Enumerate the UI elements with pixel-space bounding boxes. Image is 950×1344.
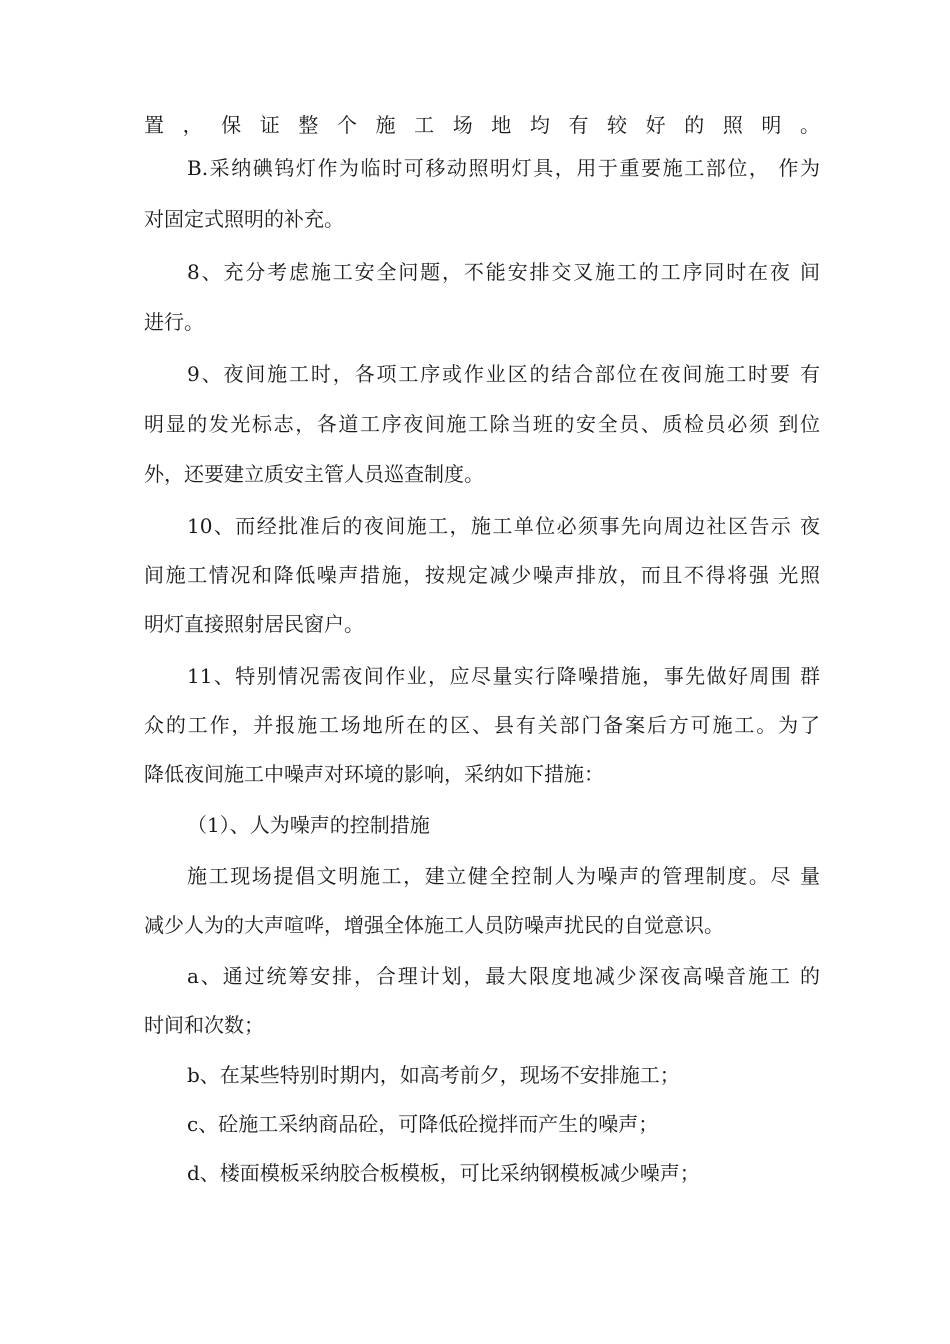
text-line: 施工现场提倡文明施工，建立健全控制人为噪声的管理制度。尽 量 <box>187 864 820 888</box>
text-line: 降低夜间施工中噪声对环境的影响，采纳如下措施： <box>144 762 604 786</box>
text-line: （1）、人为噪声的控制措施 <box>187 813 430 837</box>
text-line: 众的工作，并报施工场地所在的区、县有关部门备案后方可施工。为了 <box>144 713 820 737</box>
text-line: 明显的发光标志，各道工序夜间施工除当班的安全员、质检员必须 到位 <box>144 412 820 436</box>
text-line: 进行。 <box>144 310 204 334</box>
text-line: b、在某些特别时期内，如高考前夕，现场不安排施工； <box>187 1063 680 1087</box>
text-line: a、通过统筹安排，合理计划，最大限度地减少深夜高噪音施工 的 <box>187 964 820 988</box>
text-line: 间施工情况和降低噪声措施，按规定减少噪声排放，而且不得将强 光照 <box>144 563 820 587</box>
text-line: 10、而经批准后的夜间施工，施工单位必须事先向周边社区告示 夜 <box>187 514 820 538</box>
text-line: c、砼施工采纳商品砼，可降低砼搅拌而产生的噪声； <box>187 1112 659 1136</box>
text-line: d、楼面模板采纳胶合板模板，可比采纳钢模板减少噪声； <box>187 1161 700 1185</box>
text-line: 11、特别情况需夜间作业，应尽量实行降噪措施，事先做好周围 群 <box>187 664 820 688</box>
text-line: B.采纳碘钨灯作为临时可移动照明灯具，用于重要施工部位， 作为 <box>187 156 820 180</box>
text-line: 减少人为的大声喧哗，增强全体施工人员防噪声扰民的自觉意识。 <box>144 913 724 937</box>
text-line: 置，保证整个施工场地均有较好的照明。 <box>144 113 820 137</box>
text-line: 8、充分考虑施工安全问题，不能安排交叉施工的工序同时在夜 间 <box>187 260 820 284</box>
text-line: 外，还要建立质安主管人员巡查制度。 <box>144 462 484 486</box>
text-line: 时间和次数； <box>144 1013 264 1037</box>
text-line: 对固定式照明的补充。 <box>144 207 344 231</box>
text-line: 明灯直接照射居民窗户。 <box>144 612 364 636</box>
text-line: 9、夜间施工时，各项工序或作业区的结合部位在夜间施工时要 有 <box>187 362 820 386</box>
